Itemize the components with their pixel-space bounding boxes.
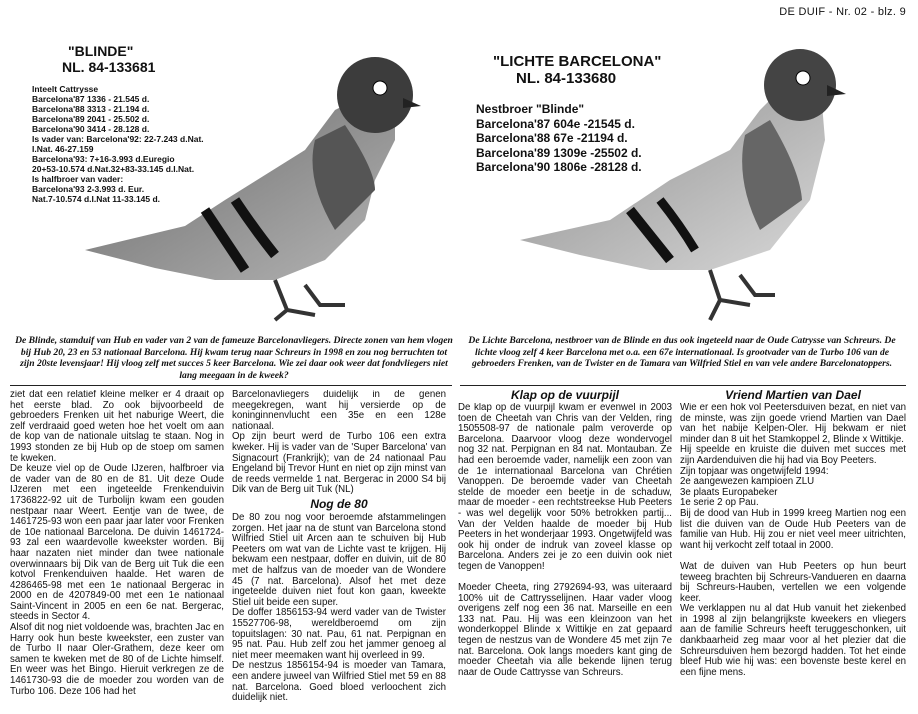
right-stats-line: Barcelona'89 1309e -25502 d. [476, 145, 642, 160]
left-pigeon-ring: NL. 84-133681 [62, 59, 156, 75]
divider-left [10, 385, 452, 386]
left-pigeon-name: "BLINDE" [68, 43, 134, 59]
right-stats-line: Nestbroer "Blinde" [476, 102, 585, 116]
left-caption: De Blinde, stamduif van Hub en vader van 2 van de fameuze Barcelonavliegers. Directe zonen van hem vlogen bij Hub 20, 23 en 53 nationaal Barcelona. Hij kwam terug naar Schreurs in 1998 en zou nog berruchten tot zijn 20ste levensjaar! Hij vloog zelf met succes 5 keer Barcelona. Wie zei daar ook weer dat fondvliegers niet lang meegaan in de kweek? [15, 335, 453, 381]
right-stats-line: Barcelona'87 604e -21545 d. [476, 116, 635, 131]
right-caption: De Lichte Barcelona, nestbroer van de Blinde en dus ook ingeteeld naar de Oude Catrysse van Schreurs. De lichte vloog zelf 4 keer Barcelona met o.a. een 67e internationaal. Is grootvader van de Turbo 106 van de gebroeders Frenken, van de Twister en de Tamara van Wilfried Stiel en van vele andere Barcelonatoppers. [468, 335, 896, 369]
article-column-2-body: De 80 zou nog voor beroemde afstammelingen zorgen. Het jaar na de stunt van Barcelona stond Wilfried Stiel uit Arcen aan te schuiven bij Hub Peeters om wat van de Lichte vast te krijgen. Hij bekwam een nestpaar, doffer en duivin, uit de 80 met de halfzus van de moeder van de Wondere 45 (7 nat. Barcelona). Alsof het met deze ingeteelde duiven niet fout kon gaan, kweekte Stiel uit beide een super. De doffer 1856153-94 werd vader van de Twister 15527706-98, wereldberoemd om zijn topuitslagen: 30 nat. Pau, 61 nat. Perpignan en 95 nat. Pau. Hub zelf zou het jammer genoeg al niet meer meemaken want hij overleed in 99. De nestzus 1856154-94 is moeder van Tamara, een andere juweel van Wilfried Stiel met 59 en 88 nat. Barcelona. Goed bloed verloochent zich duidelijk niet. [232, 513, 446, 704]
left-stats-line: Barcelona'90 3414 - 28.128 d. [32, 124, 150, 134]
left-stats-line: Barcelona'89 2041 - 25.502 d. [32, 114, 150, 124]
left-stats-line: Is halfbroer van vader: [32, 174, 124, 184]
left-stats-line: 20+53-10.574 d.Nat.32+83-33.145 d.I.Nat. [32, 164, 195, 174]
left-pigeon-photo [75, 30, 435, 330]
article-column-4: Wie er een hok vol Peetersduiven bezat, en niet van de minste, was zijn goede vriend Martien van Dael van het nabije Kelpen-Oler. Hij bekwam er niet minder dan 8 uit het Stamkoppel 2, Blinde x Wittikje. Hij speelde en kruiste die duiven met succes met zijn Aardenduiven die hij had via Boy Peeters. Zijn topjaar was ongetwijfeld 1994: 2e aangewezen kampioen ZLU 3e plaats Europabeker 1e serie 2 op Pau. Bij de dood van Hub in 1999 kreeg Martien nog een list die duiven van de Oude Hub Peeters van de familie van Hub. Hij zou er niet veel meer uitrichten, want hij verkocht zelf totaal in 2000. Wat de duiven van Hub Peeters op hun beurt teweeg brachten bij Schreurs-Vandueren en daarna bij Schreurs-Hauben, vertellen we een volgende keer. We verklappen nu al dat Hub vanuit het ziekenbed in 1998 al zijn belangrijkste kweekers en vliegers aan de familie Schreurs heeft teruggeschonken, uit dankbaarheid zeg maar voor al het plezier dat die Schreursduiven hem bezorgd hadden. Tot het einde bleef Hub wie hij was: een bovenste beste kerel en een fijne mens. [680, 403, 906, 678]
subheading-vriend-martien: Vriend Martien van Dael [725, 388, 861, 402]
left-stats-line: Nat.7-10.574 d.I.Nat 11-33.145 d. [32, 194, 161, 204]
right-stats-line: Barcelona'88 67e -21194 d. [476, 131, 628, 145]
left-stats-line: Barcelona'93 2-3.993 d. Eur. [32, 184, 145, 194]
right-pigeon-photo [520, 30, 860, 335]
left-stats-line: Barcelona'88 3313 - 21.194 d. [32, 104, 150, 114]
left-stats-line: Barcelona'87 1336 - 21.545 d. [32, 94, 150, 104]
article-column-2-top: Barcelonavliegers duidelijk in de genen meegekregen, want hij versierde op de koninginnenvlucht een 35e en een 128e nationaal. Op zijn beurt werd de Turbo 106 een extra kweker. Hij is vader van de 'Super Barcelona' van Signacourt (Frankrijk); van de 24 nationaal Pau Engeland bij Trevor Hunt en niet op zijn minst van de reeds vermelde 1 nat. Bergerac in 2000 S4 bij Dik van de Berg uit Tuk (NL) [232, 390, 446, 496]
article-column-3: De klap op de vuurpijl kwam er evenwel in 2003 toen de Cheetah van Chris van der Velden, ring 1505508-97 de nationale palm veroverde op Barcelona. Daarvoor vloog deze wondervogel nog 32 nat. Perpignan en 84 nat. Montauban. Ze had een beroemde vader, namelijk een zoon van de 1e internationaal Barcelona van Chrétien Vanoppen. De beroemde vader van Cheetah stelde de moeder een beetje in de schaduw, maar de moeder - een rechtstreekse Hub Peeters - was wel degelijk voor 50% betrokken partij... Van der Velden haalde de moeder bij Hub Peeters in het wonderjaar 1993. Ongetwijfeld was ook hij onder de indruk van zoveel klasse op Barcelona. Anders zei je zo een duivin ook niet tegen de Vanoppen! Moeder Cheeta, ring 2792694-93, was uiteraard 100% uit de Cattrysselijnen. Haar vader vloog overigens zelf nog een 36 nat. Marseille en een 133 nat. Pau. Hij was een kleinzoon van het wonderkoppel Blinde x Wittikje en zat gepaard tegen de nestzus van de Wondere 45 met zijn 7e nat. Barcelona. Ook langs moeders kant ging de moeder Cheetah via alle bekende lijnen terug naar de Oude Cattrysse van Schreurs. [458, 403, 672, 678]
running-head: DE DUIF - Nr. 02 - blz. 9 [779, 6, 906, 18]
right-pigeon-name: "LICHTE BARCELONA" [493, 53, 662, 70]
right-pigeon-ring: NL. 84-133680 [516, 70, 617, 87]
article-column-1: ziet dat een relatief kleine melker er 4 draait op het eerste blad. Zo ook bijvoorbeeld de gebroeders Frenken uit het naburige Weert, die zelf verdraaid goed weten hoe het voelt om aan de kop van de nationale uitslag te staan. Nog in 1993 stonden ze bij Hub op de stoep om samen te kweken. De keuze viel op de Oude IJzeren, halfbroer via de vader van de 80 en de 81. Uit deze Oude IJzeren met een ingeteelde Frenkenduivin 1736822-92 uit de Turbolijn kwam een gouden nestpaar naar Weert. Eentje van de twee, de 1461725-93 won een paar jaar later voor Frenken de 10e nationaal Barcelona. De duivin 1461724-93 zal een waardevolle kweekster worden. Bij haar nazaten niet minder dan twee nationale overwinnaars bij Dik van de Berg uit Tuk die een kotvol Frenkenduiven haalde. Het waren de 4286465-98 met een 1e nationaal Bergerac in 2000 en de 4207849-00 met een 1e nationaal Saint-Vincent in 2005 en een 6e nat. Bergerac, steeds in Sector 4. Alsof dit nog niet voldoende was, brachten Jac en Harry ook hun beste kweekster, een zuster van de Turbo II naar Oler-Grathem, deze keer om samen te kweken met de 80 of de Lichte himself. En weer was het Bingo. Hieruit verkregen ze de 1461730-93 die de moeder zou worden van de Turbo 106. Deze 106 had het [10, 390, 224, 697]
subheading-klap-op-de-vuurpijl: Klap op de vuurpijl [510, 388, 619, 402]
left-stats-line: I.Nat. 46-27.159 [32, 144, 94, 154]
right-stats-line: Barcelona'90 1806e -28128 d. [476, 160, 642, 174]
left-stats-line: Inteelt Cattrysse [32, 84, 99, 94]
left-stats-line: Is vader van: Barcelona'92: 22-7.243 d.Nat. [32, 134, 204, 144]
left-stats-line: Barcelona'93: 7+16-3.993 d.Euregio [32, 154, 175, 164]
subheading-nog-de-80: Nog de 80 [310, 497, 368, 511]
divider-right [460, 385, 906, 386]
